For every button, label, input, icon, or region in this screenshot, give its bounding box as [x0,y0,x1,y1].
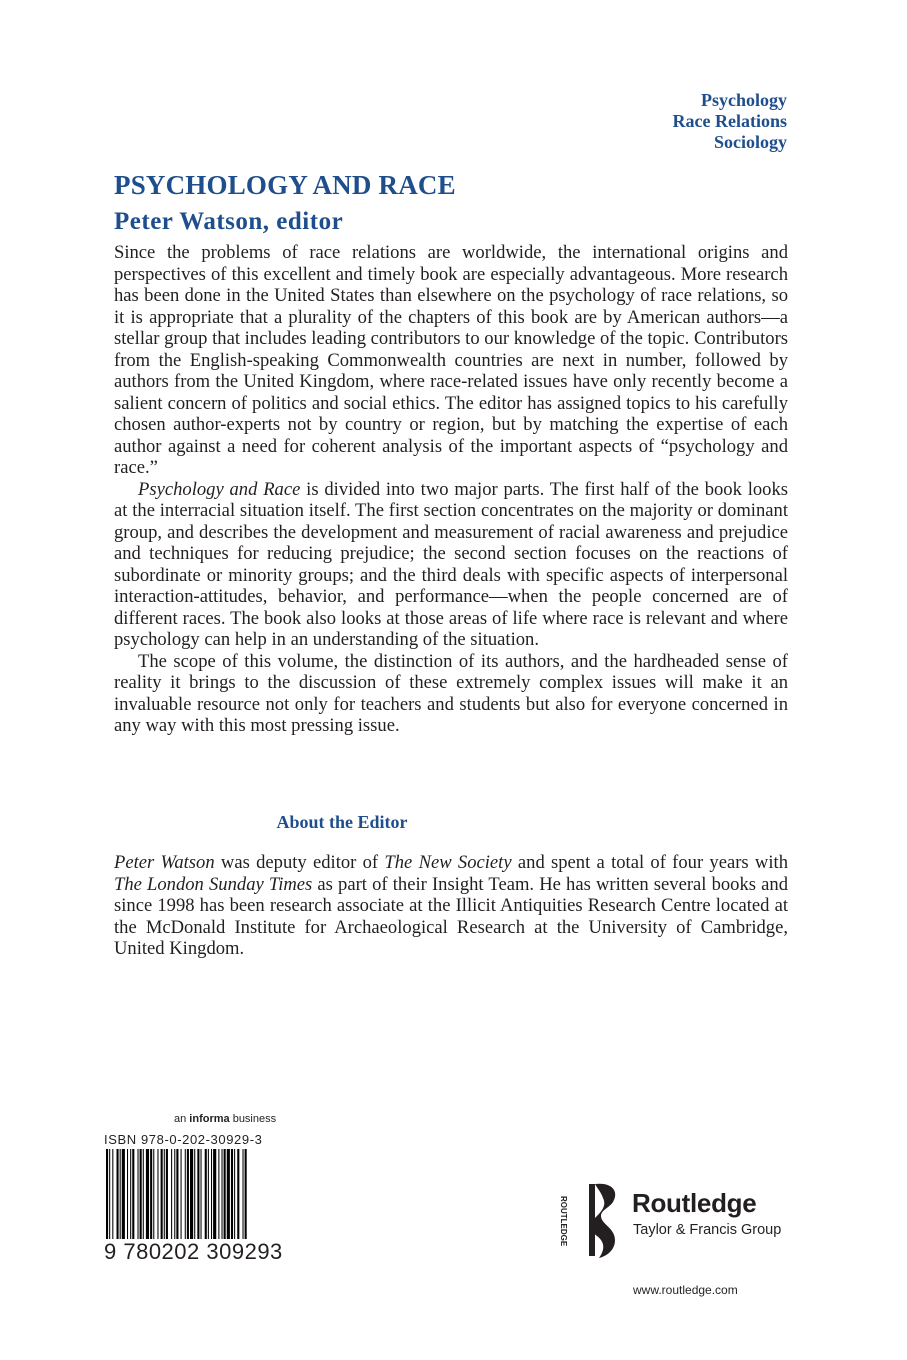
isbn-number: ISBN 978-0-202-30929-3 [104,1132,263,1147]
description-p2-text: is divided into two major parts. The first half of the book looks at the interracial situation itself. The first section concentrates on the majority or dominant group, and describes the development and measurement of racial awareness and prejudice and techniques for reducing prejudice; the second section focuses on the reactions of subordinate or minority groups; and the third deals with specific aspects of interpersonal interaction-attitudes, behavior, and performance—when the people concerned are of different races. The book also looks at those areas of life where race is relevant and where psychology can help in an understanding of the situation. [114,478,788,650]
description-p1-text: Since the problems of race relations are worldwide, the international origins and perspectives of this excellent and timely book are especially advantageous. More research has been done in the United States than elsewhere on the psychology of race relations, so it is appropriate that a plurality of the chapters of this book are by American authors—a stellar group that includes leading contributors to our knowledge of the topic. Contributors from the English-speaking Commonwealth countries are next in number, followed by authors from the United Kingdom, where race-related issues have only recently become a salient concern of politics and social ethics. The editor has assigned topics to his carefully chosen author-experts not by country or region, but by matching the expertise of each author against a need for coherent analysis of the important aspects of “psychology and race.” [114,242,788,478]
book-description [114,242,788,737]
informa-tagline [174,1113,276,1125]
description-p2-book-title: Psychology and Race [138,478,301,500]
publisher-name: Routledge [632,1188,757,1218]
routledge-vertical-mark: ROUTLEDGE [559,1196,568,1247]
routledge-logo-icon [575,1180,625,1260]
subject-race-relations: Race Relations [672,111,787,131]
subject-psychology: Psychology [700,90,787,110]
informa-brand: informa [189,1113,230,1125]
subject-sociology: Sociology [713,132,787,152]
bio-publication-1: The New Society [384,852,512,873]
ean-number: 9 780202 309293 [104,1239,294,1265]
bio-editor-name: Peter Watson [114,852,215,873]
editor-bio [114,852,788,960]
about-editor-heading: About the Editor [276,812,408,832]
description-p3-text: The scope of this volume, the distinction of its authors, and the hardheaded sense of reality it brings to the discussion of these extremely complex issues will make it an invaluable resource not only for teachers and students but also for everyone concerned in any way with this most pressing issue. [114,650,788,736]
subject-categories [673,90,787,153]
description-paragraph-3 [114,651,788,737]
barcode-icon [104,1149,294,1245]
informa-pre: an [174,1113,190,1125]
description-paragraph-1 [114,242,788,479]
bio-text-1: was deputy editor of [214,852,385,873]
book-title: PSYCHOLOGY AND RACE [114,170,456,200]
publisher-url: www.routledge.com [633,1283,738,1297]
publisher-group: Taylor & Francis Group [633,1222,782,1238]
bio-publication-2: The London Sunday Times [114,873,313,895]
bio-text-3: as part of their Insight Team. He has written several books and since 1998 has been research associate at the Illicit Antiquities Research Centre located at the McDonald Institute for Archaeological Research at the University of Cambridge, United Kingdom. [114,873,788,959]
bio-text-2: and spent a total of four years with [511,852,788,873]
description-paragraph-2 [114,479,788,651]
book-editor: Peter Watson, editor [114,208,344,235]
informa-post: business [229,1113,277,1125]
